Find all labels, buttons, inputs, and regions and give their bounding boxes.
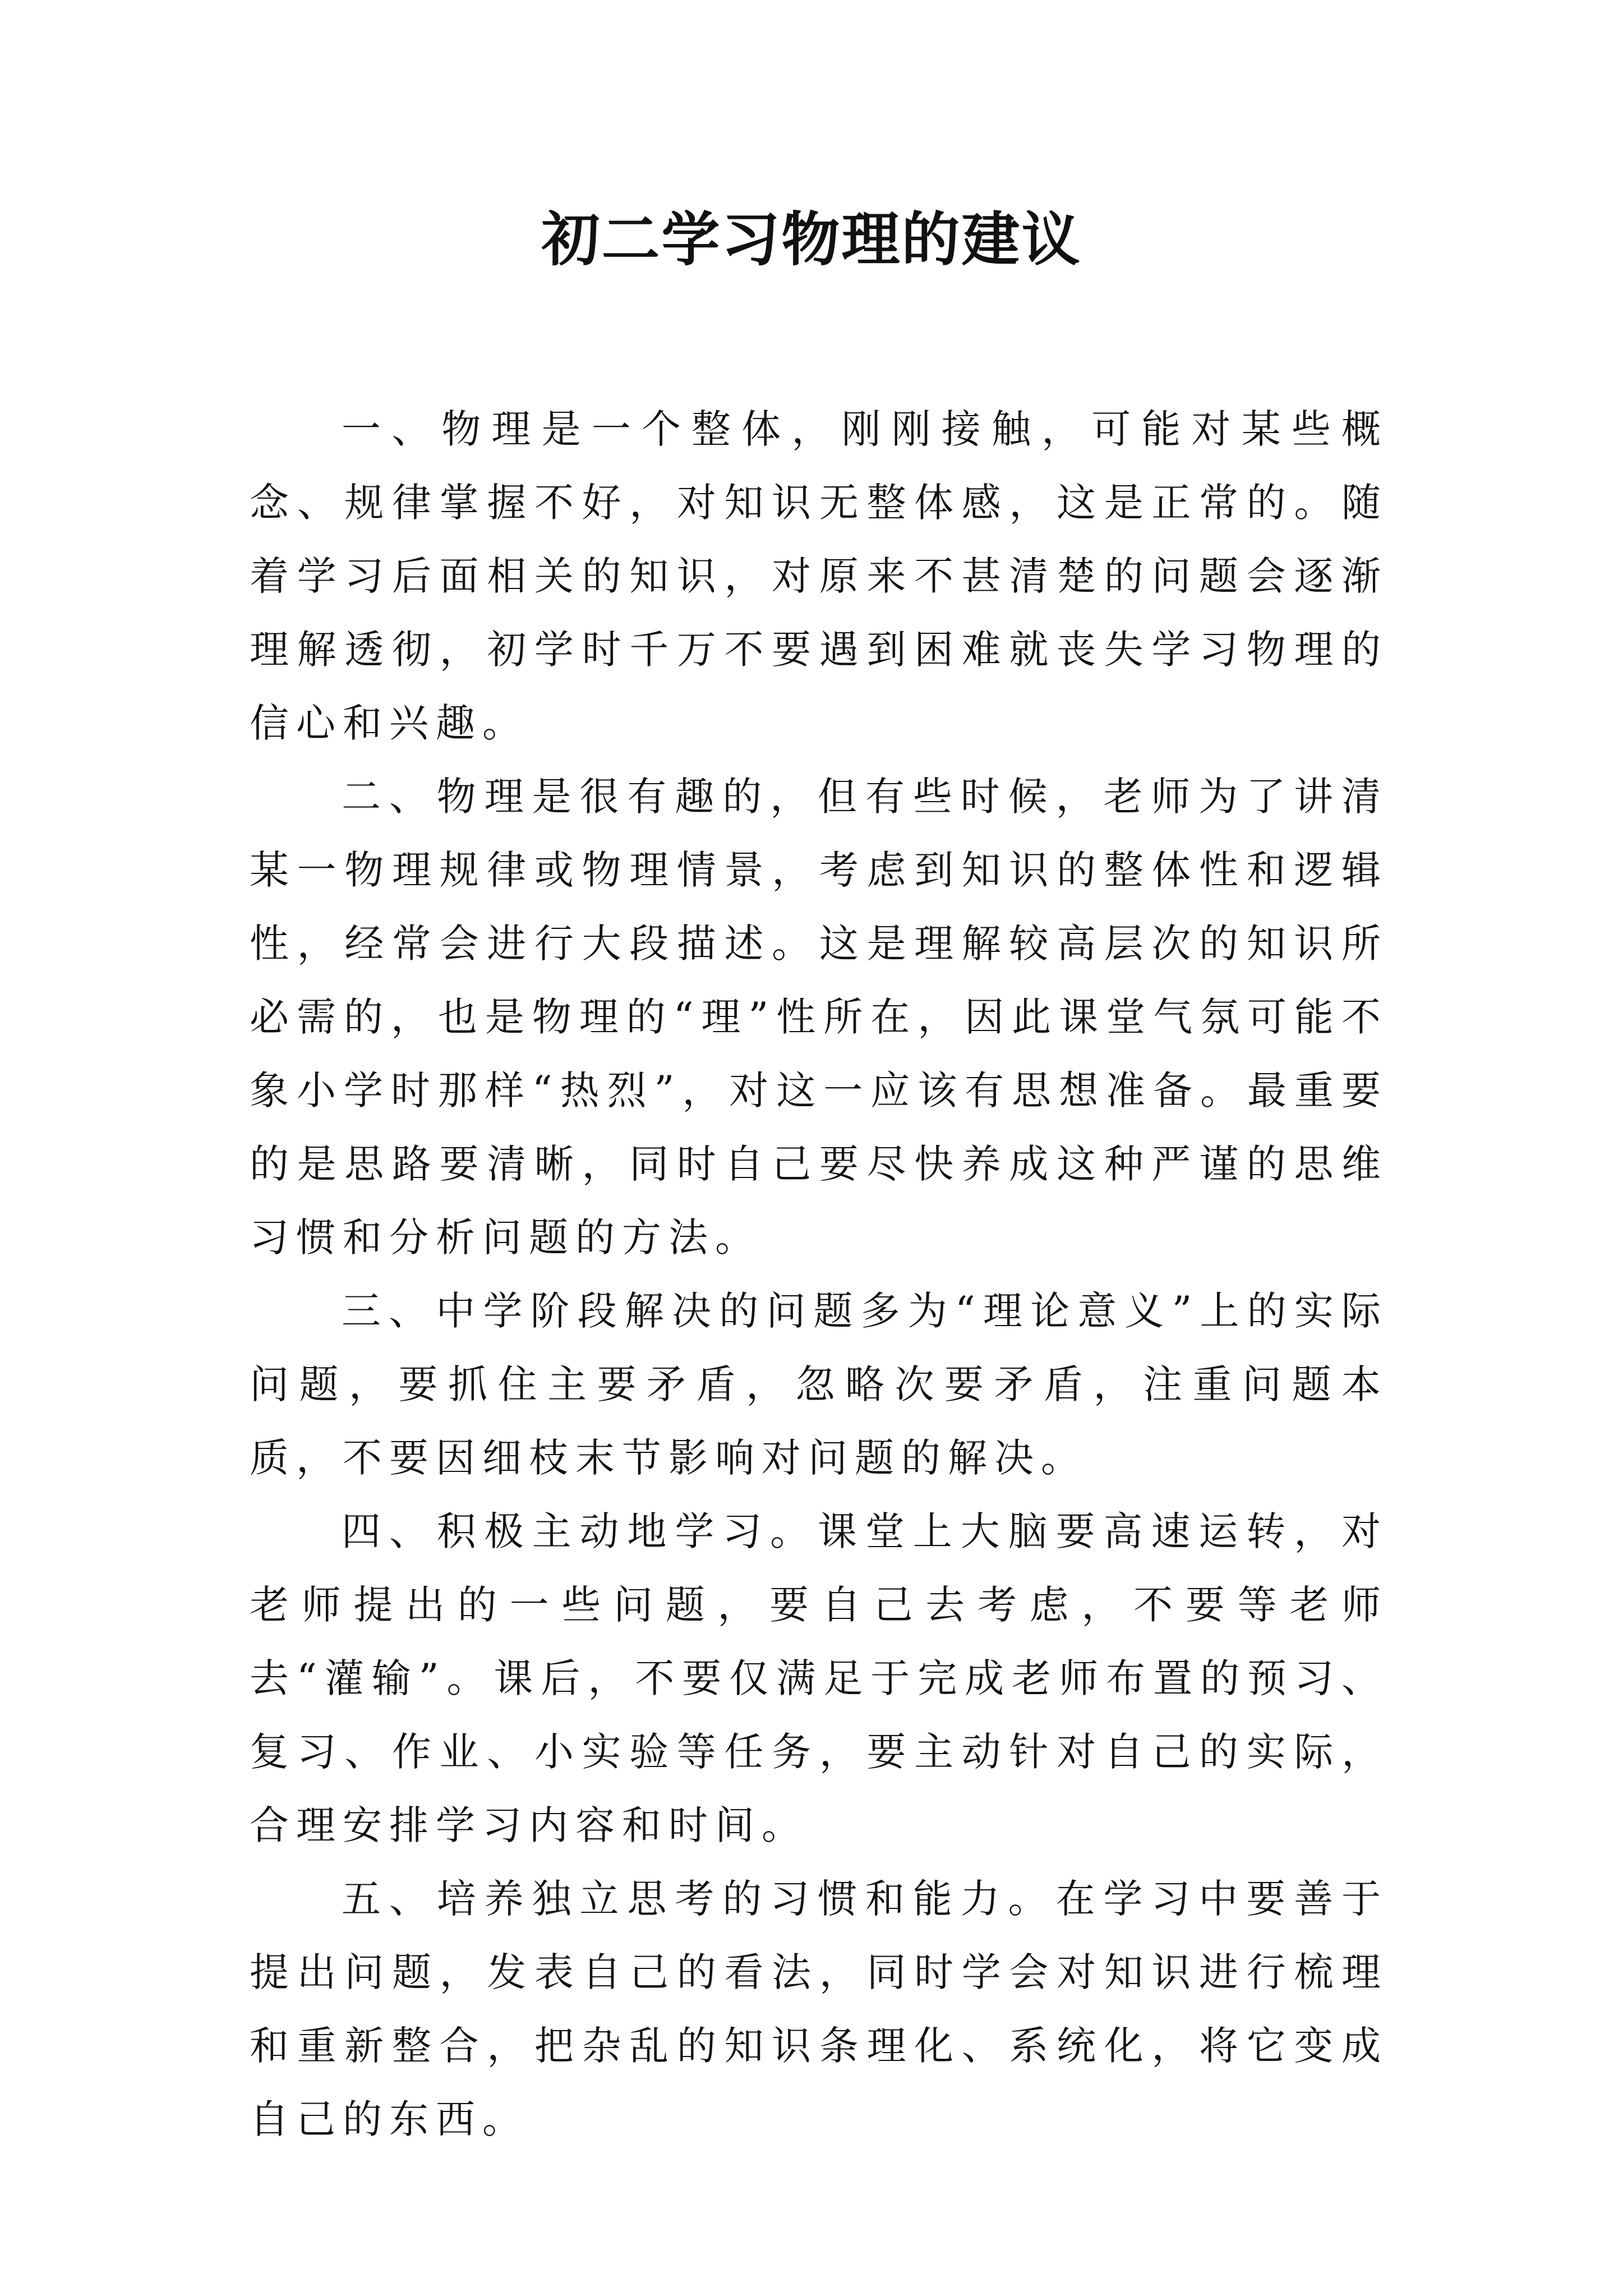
- paragraph-1: 一、物理是一个整体，刚刚接触，可能对某些概念、规律掌握不好，对知识无整体感，这是正常的。随着学习后面相关的知识，对原来不甚清楚的问题会逐渐理解透彻，初学时千万不要遇到困难就丧失学习物理的信心和兴趣。: [250, 406, 1388, 746]
- document-title: 初二学习物理的建议: [541, 205, 1082, 274]
- paragraph-5: 五、培养独立思考的习惯和能力。在学习中要善于提出问题，发表自己的看法，同时学会对知识进行梳理和重新整合，把杂乱的知识条理化、系统化，将它变成自己的东西。: [250, 1876, 1388, 2142]
- document-body: [250, 393, 1388, 2156]
- paragraph-2: 二、物理是很有趣的，但有些时候，老师为了讲清某一物理规律或物理情景，考虑到知识的整体性和逻辑性，经常会进行大段描述。这是理解较高层次的知识所必需的，也是物理的“理”性所在，因此课堂气氛可能不象小学时那样“热烈”，对这一应该有思想准备。最重要的是思路要清晰，同时自己要尽快养成这种严谨的思维习惯和分析问题的方法。: [250, 774, 1388, 1260]
- paragraph-3: 三、中学阶段解决的问题多为“理论意义”上的实际问题，要抓住主要矛盾，忽略次要矛盾，注重问题本质，不要因细枝末节影响对问题的解决。: [250, 1288, 1388, 1481]
- paragraph-4: 四、积极主动地学习。课堂上大脑要高速运转，对老师提出的一些问题，要自己去考虑，不要等老师去“灌输”。课后，不要仅满足于完成老师布置的预习、复习、作业、小实验等任务，要主动针对自己的实际，合理安排学习内容和时间。: [250, 1508, 1388, 1848]
